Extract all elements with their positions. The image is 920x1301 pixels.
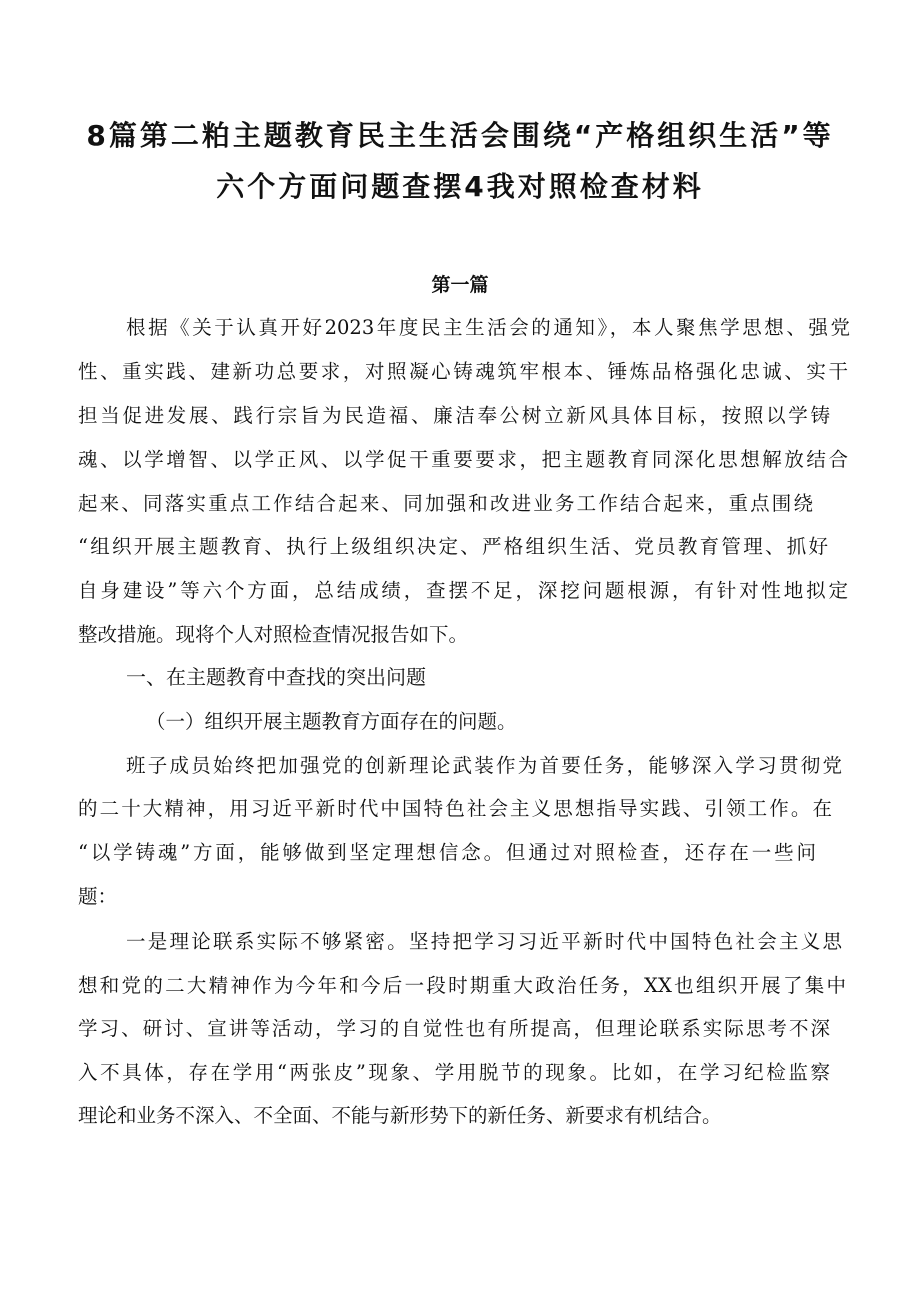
paragraph-line: 自身建设”等六个方面，总结成绩，查摆不足，深挖问题根源，有针对性地拟定 bbox=[78, 579, 848, 602]
paragraph-line: 根据《关于认真开好2023年度民主生活会的通知》，本人聚焦学思想、强党 bbox=[126, 316, 850, 339]
paragraph-line: 整改措施。现将个人对照检查情况报告如下。 bbox=[78, 623, 469, 646]
paragraph-line: 学习、研讨、宣讲等活动，学习的自觉性也有所提高，但理论联系实际思考不深 bbox=[78, 1017, 830, 1040]
paragraph-line: 想和党的二大精神作为今年和今后一段时期重大政治任务，XX也组织开展了集中 bbox=[78, 974, 846, 997]
document-title-line-1: 8篇第二粕主题教育民主生活会围绕“产格组织生活”等 bbox=[86, 119, 834, 152]
paragraph-line: 魂、以学增智、以学正风、以学促干重要要求，把主题教育同深化思想解放结合 bbox=[78, 448, 848, 471]
paragraph-line: 担当促进发展、践行宗旨为民造福、廉洁奉公树立新风具体目标，按照以学铸 bbox=[78, 404, 830, 427]
paragraph-line: 的二十大精神，用习近平新时代中国特色社会主义思想指导实践、引领工作。在 bbox=[78, 797, 832, 820]
paragraph-line: 起来、同落实重点工作结合起来、同加强和改进业务工作结合起来，重点围绕 bbox=[78, 492, 813, 515]
paragraph-line: 班子成员始终把加强党的创新理论武装作为首要任务，能够深入学习贯彻党 bbox=[126, 754, 842, 777]
paragraph-line: 性、重实践、建新功总要求，对照凝心铸魂筑牢根本、锤炼品格强化忠诚、实干 bbox=[78, 360, 848, 383]
paragraph-line: 一是理论联系实际不够紧密。坚持把学习习近平新时代中国特色社会主义思 bbox=[126, 930, 842, 953]
paragraph-line: “组织开展主题教育、执行上级组织决定、严格组织生活、党员教育管理、抓好 bbox=[78, 535, 828, 558]
document-title-line-2: 六个方面问题查摆4我对照检查材料 bbox=[216, 170, 704, 203]
heading-level-1: 一、在主题教育中查找的突出问题 bbox=[126, 665, 426, 689]
paragraph-line: 入不具体，存在学用“两张皮”现象、学用脱节的现象。比如，在学习纪检监察 bbox=[78, 1061, 830, 1084]
paragraph-line: 题： bbox=[78, 885, 118, 908]
section-heading: 第一篇 bbox=[431, 274, 489, 296]
heading-level-2: （一）组织开展主题教育方面存在的问题。 bbox=[146, 710, 517, 733]
paragraph-line: 理论和业务不深入、不全面、不能与新形势下的新任务、新要求有机结合。 bbox=[78, 1104, 722, 1127]
paragraph-line: “以学铸魂”方面，能够做到坚定理想信念。但通过对照检查，还存在一些问 bbox=[78, 841, 816, 864]
